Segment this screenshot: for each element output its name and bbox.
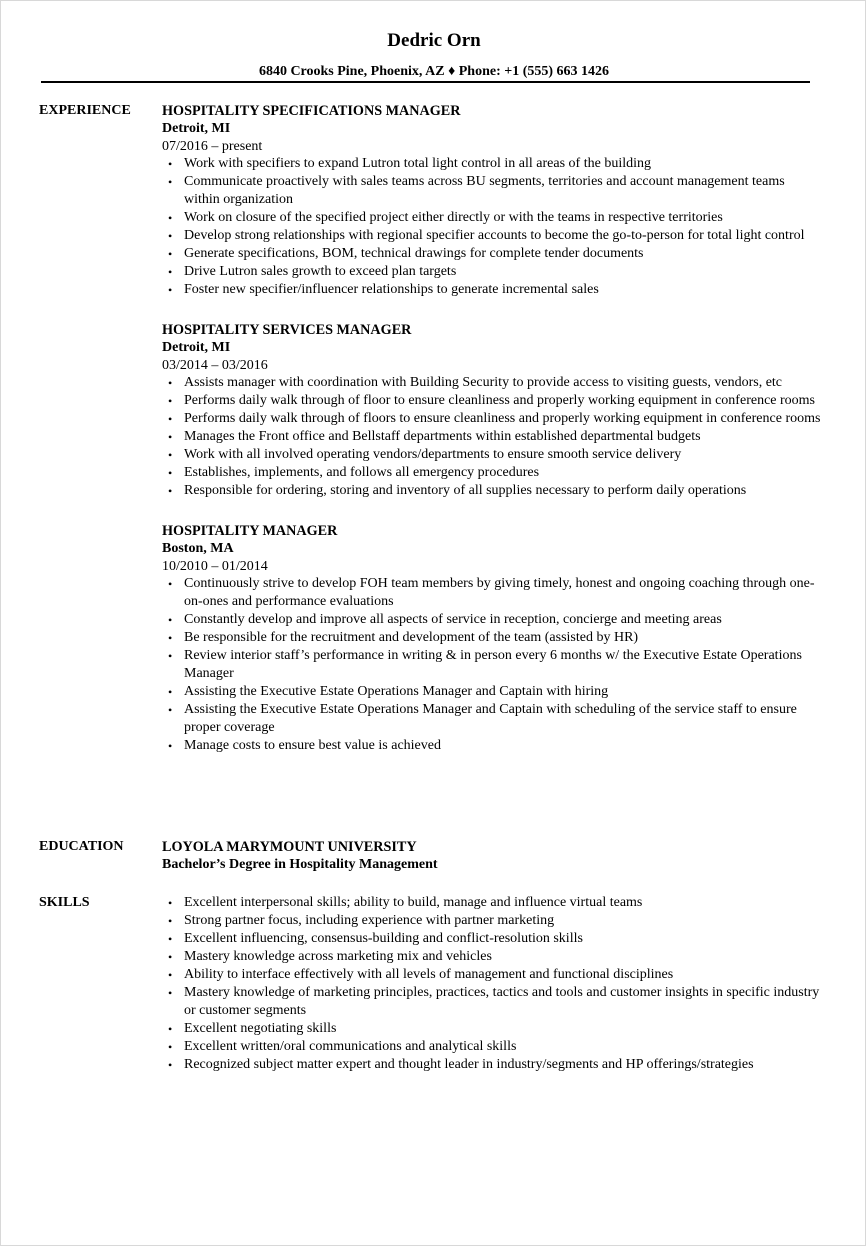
bullet-icon: • [168,577,173,591]
education-entry [162,838,822,874]
experience-list [162,102,822,771]
skill-text: Recognized subject matter expert and thought leader in industry/segments and HP offerings/strategies [184,1057,754,1072]
bullet-item [162,737,822,755]
bullet-text: Continuously strive to develop FOH team members by giving timely, honest and ongoing coaching through one-on-ones and performance evaluations [184,576,815,609]
bullet-item [162,374,822,392]
bullet-icon: • [168,896,173,910]
bullet-icon: • [168,1040,173,1054]
school-name: LOYOLA MARYMOUNT UNIVERSITY [162,839,417,855]
bullet-icon: • [168,157,173,171]
job-bullets [162,155,822,299]
bullet-text: Performs daily walk through of floor to ensure cleanliness and properly working equipment in conference rooms [184,393,815,408]
bullet-item [162,629,822,647]
job-title: HOSPITALITY SERVICES MANAGER [162,322,412,338]
job-dates: 03/2014 – 03/2016 [162,358,268,373]
bullet-text: Generate specifications, BOM, technical drawings for complete tender documents [184,246,644,261]
bullet-icon: • [168,376,173,390]
bullet-text: Drive Lutron sales growth to exceed plan targets [184,264,457,279]
contact-line: 6840 Crooks Pine, Phoenix, AZ ♦ Phone: +1 (555) 663 1426 [258,64,610,79]
bullet-text: Assisting the Executive Estate Operations Manager and Captain with scheduling of the service staff to ensure proper coverage [184,702,797,735]
bullet-item [162,446,822,464]
job-entry [162,522,822,755]
job-location: Detroit, MI [162,340,231,355]
bullet-text: Manages the Front office and Bellstaff departments within established departmental budgets [184,429,701,444]
bullet-text: Assists manager with coordination with Building Security to provide access to visiting guests, vendors, etc [184,375,783,390]
candidate-name: Dedric Orn [387,30,481,51]
bullet-icon: • [168,283,173,297]
bullet-item [162,245,822,263]
bullet-icon: • [168,932,173,946]
bullet-item [162,482,822,500]
section-label-education: EDUCATION [39,839,124,854]
bullet-text: Responsible for ordering, storing and inventory of all supplies necessary to perform daily operations [184,483,747,498]
skill-text: Excellent written/oral communications and analytical skills [184,1039,517,1054]
job-entry [162,321,822,500]
bullet-icon: • [168,247,173,261]
bullet-item [162,155,822,173]
bullet-text: Manage costs to ensure best value is achieved [184,738,441,753]
skill-bullets [162,894,822,1074]
bullet-icon: • [168,703,173,717]
bullet-item [162,701,822,737]
bullet-item [162,263,822,281]
header-divider [41,81,810,83]
skills-list [162,894,822,1074]
bullet-icon: • [168,265,173,279]
bullet-icon: • [168,175,173,189]
section-label-experience: EXPERIENCE [39,103,131,118]
bullet-text: Constantly develop and improve all aspects of service in reception, concierge and meeting areas [184,612,722,627]
bullet-text: Performs daily walk through of floors to ensure cleanliness and properly working equipment in conference rooms [184,411,821,426]
skill-text: Strong partner focus, including experience with partner marketing [184,913,555,928]
bullet-icon: • [168,613,173,627]
bullet-icon: • [168,986,173,1000]
section-label-skills: SKILLS [39,895,90,910]
bullet-icon: • [168,229,173,243]
bullet-item [162,281,822,299]
job-title: HOSPITALITY SPECIFICATIONS MANAGER [162,103,461,119]
skill-text: Ability to interface effectively with all levels of management and functional disciplines [184,967,674,982]
bullet-text: Work with specifiers to expand Lutron total light control in all areas of the building [184,156,651,171]
skill-text: Mastery knowledge across marketing mix and vehicles [184,949,492,964]
bullet-text: Review interior staff’s performance in writing & in person every 6 months w/ the Executive Estate Operations Manager [184,648,802,681]
bullet-text: Be responsible for the recruitment and development of the team (assisted by HR) [184,630,639,645]
bullet-icon: • [168,685,173,699]
bullet-icon: • [168,649,173,663]
bullet-text: Work on closure of the specified project either directly or with the teams in respective territories [184,210,723,225]
skill-item [162,1020,822,1038]
skill-text: Excellent interpersonal skills; ability to build, manage and influence virtual teams [184,895,643,910]
bullet-item [162,464,822,482]
bullet-icon: • [168,950,173,964]
bullet-icon: • [168,466,173,480]
bullet-text: Develop strong relationships with regional specifier accounts to become the go-to-person for total light control [184,228,805,243]
bullet-item [162,410,822,428]
job-dates: 10/2010 – 01/2014 [162,559,268,574]
job-bullets [162,374,822,500]
bullet-icon: • [168,631,173,645]
skill-item [162,930,822,948]
degree-name: Bachelor’s Degree in Hospitality Management [162,857,438,872]
bullet-icon: • [168,968,173,982]
job-bullets [162,575,822,755]
skill-text: Excellent negotiating skills [184,1021,337,1036]
job-dates: 07/2016 – present [162,139,263,154]
skill-item [162,948,822,966]
job-location: Detroit, MI [162,121,231,136]
bullet-icon: • [168,448,173,462]
bullet-icon: • [168,412,173,426]
skill-item [162,912,822,930]
bullet-icon: • [168,484,173,498]
bullet-text: Work with all involved operating vendors/departments to ensure smooth service delivery [184,447,682,462]
skill-item [162,966,822,984]
bullet-item [162,683,822,701]
bullet-item [162,209,822,227]
skill-item [162,1038,822,1056]
bullet-item [162,173,822,209]
bullet-item [162,575,822,611]
job-entry [162,102,822,299]
bullet-item [162,428,822,446]
bullet-text: Foster new specifier/influencer relationships to generate incremental sales [184,282,599,297]
skill-item [162,984,822,1020]
bullet-text: Communicate proactively with sales teams across BU segments, territories and account management teams within organization [184,174,785,207]
bullet-icon: • [168,430,173,444]
job-title: HOSPITALITY MANAGER [162,523,338,539]
bullet-icon: • [168,211,173,225]
bullet-icon: • [168,914,173,928]
bullet-item [162,227,822,245]
skill-text: Excellent influencing, consensus-building and conflict-resolution skills [184,931,583,946]
bullet-icon: • [168,1022,173,1036]
skill-item [162,1056,822,1074]
skill-item [162,894,822,912]
skill-text: Mastery knowledge of marketing principles, practices, tactics and tools and customer insights in specific industry or customer segments [184,985,820,1018]
bullet-item [162,647,822,683]
job-location: Boston, MA [162,541,234,556]
bullet-item [162,611,822,629]
bullet-icon: • [168,739,173,753]
bullet-item [162,392,822,410]
bullet-text: Establishes, implements, and follows all emergency procedures [184,465,540,480]
bullet-icon: • [168,394,173,408]
bullet-icon: • [168,1058,173,1072]
bullet-text: Assisting the Executive Estate Operations Manager and Captain with hiring [184,684,609,699]
